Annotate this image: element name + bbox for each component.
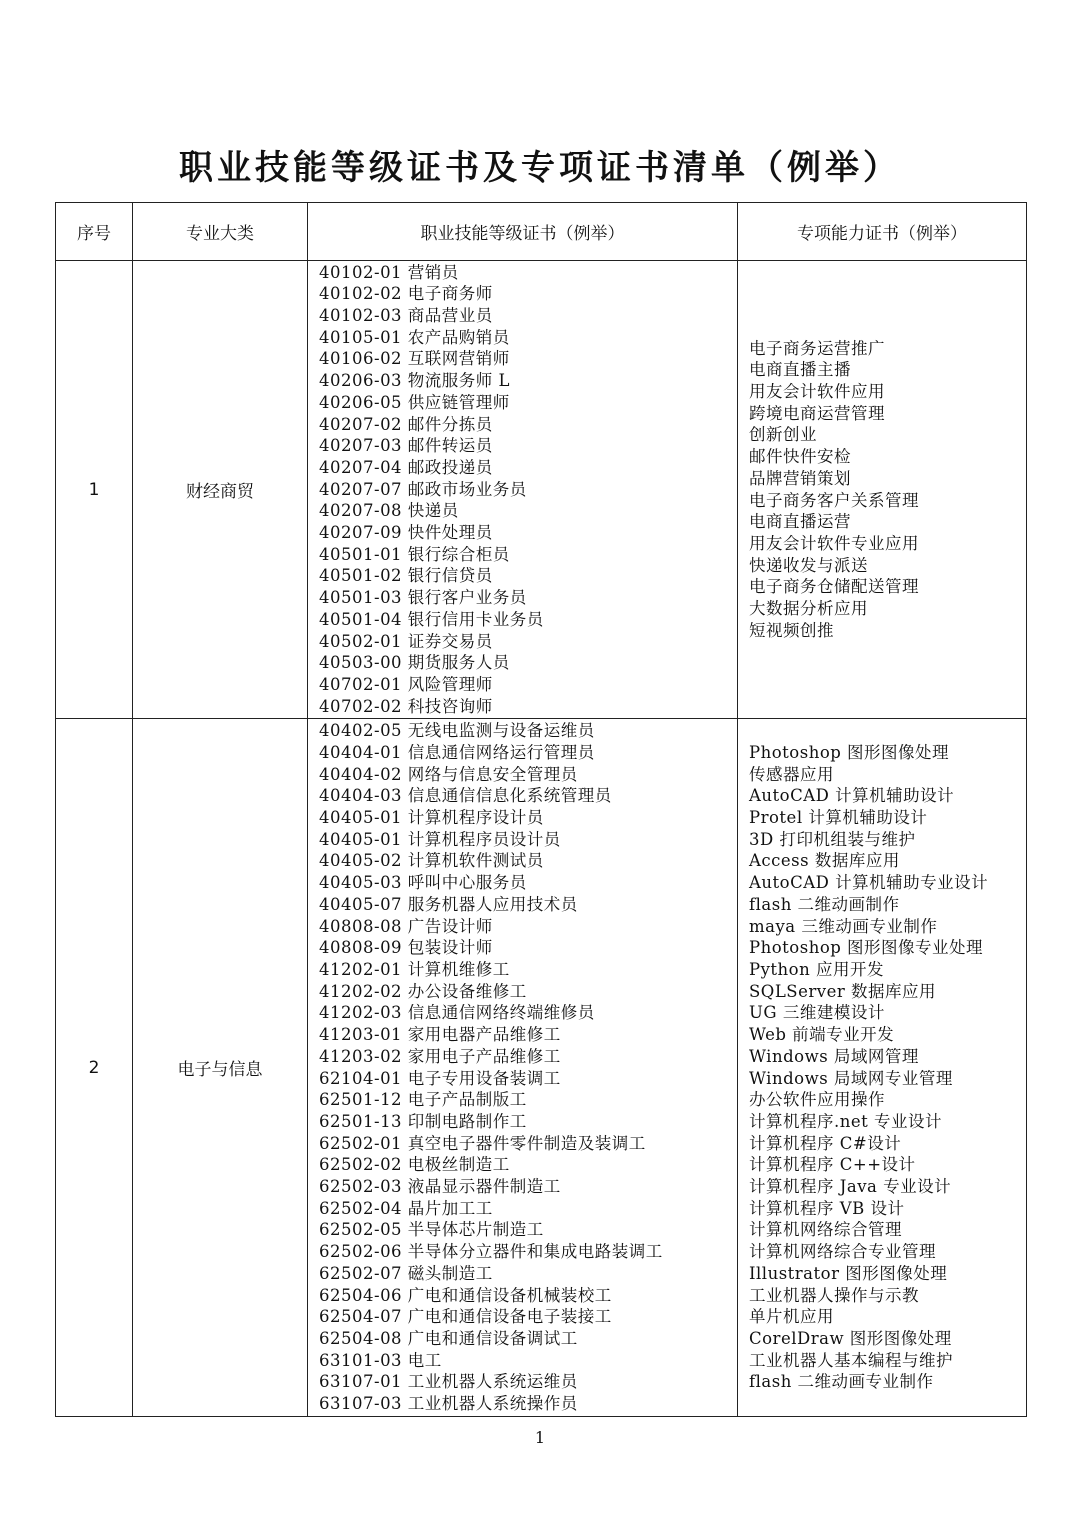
list-item: 40402-05 无线电监测与设备运维员 [319, 721, 595, 741]
list-item: 41202-03 信息通信网络终端维修员 [319, 1003, 595, 1023]
list-item: 40207-08 快递员 [319, 501, 459, 521]
list-item: 快递收发与派送 [749, 555, 868, 575]
list-item: 40501-01 银行综合柜员 [319, 544, 510, 564]
cert-cell [308, 261, 738, 719]
table-header-row [56, 203, 1027, 261]
list-item: 电商直播运营 [749, 512, 851, 532]
table-row [56, 261, 1027, 719]
list-item: 计算机网络综合专业管理 [749, 1242, 936, 1262]
list-item: 40105-01 农产品购销员 [319, 327, 510, 347]
certificate-table [55, 202, 1027, 1417]
list-item: 40702-02 科技咨询师 [319, 696, 493, 716]
list-item: flash 二维动画制作 [749, 894, 900, 914]
list-item: 40501-02 银行信贷员 [319, 566, 493, 586]
list-item: 计算机程序 C++设计 [749, 1155, 916, 1175]
list-item: 工业机器人操作与示教 [749, 1285, 919, 1305]
list-item: 电子商务客户关系管理 [749, 490, 919, 510]
row-category: 财经商贸 [133, 261, 308, 719]
list-item: 40501-04 银行信用卡业务员 [319, 609, 544, 629]
list-item: maya 三维动画专业制作 [749, 916, 938, 936]
list-item: 计算机程序 VB 设计 [749, 1198, 905, 1218]
list-item: 40502-01 证券交易员 [319, 631, 493, 651]
special-list [738, 338, 1026, 642]
list-item: 62502-01 真空电子器件零件制造及装调工 [319, 1133, 646, 1153]
list-item: AutoCAD 计算机辅助专业设计 [749, 873, 989, 893]
list-item: 40405-02 计算机软件测试员 [319, 851, 544, 871]
list-item: 办公软件应用操作 [749, 1090, 885, 1110]
list-item: 计算机程序 C#设计 [749, 1133, 902, 1153]
list-item: UG 三维建模设计 [749, 1003, 885, 1023]
list-item: 62504-07 广电和通信设备电子装接工 [319, 1307, 612, 1327]
list-item: 40102-02 电子商务师 [319, 284, 493, 304]
list-item: 计算机程序 Java 专业设计 [749, 1177, 952, 1197]
list-item: 40702-01 风险管理师 [319, 674, 493, 694]
list-item: 40405-07 服务机器人应用技术员 [319, 894, 578, 914]
table-row [56, 719, 1027, 1417]
special-cell [738, 261, 1027, 719]
list-item: 工业机器人基本编程与维护 [749, 1350, 953, 1370]
list-item: 40206-05 供应链管理师 [319, 392, 510, 412]
row-category: 电子与信息 [133, 719, 308, 1417]
list-item: Photoshop 图形图像处理 [749, 742, 950, 762]
list-item: 40207-07 邮政市场业务员 [319, 479, 527, 499]
row-seq: 2 [56, 719, 133, 1417]
list-item: 40808-08 广告设计师 [319, 916, 493, 936]
list-item: 短视频创推 [749, 620, 834, 640]
list-item: 用友会计软件应用 [749, 381, 885, 401]
list-item: 40206-03 物流服务师 L [319, 371, 511, 391]
list-item: 3D 打印机组装与维护 [749, 829, 916, 849]
list-item: 40405-01 计算机程序员设计员 [319, 829, 561, 849]
list-item: SQLServer 数据库应用 [749, 981, 936, 1001]
list-item: 62502-06 半导体分立器件和集成电路装调工 [319, 1242, 663, 1262]
row-seq: 1 [56, 261, 133, 719]
header-category: 专业大类 [133, 203, 308, 261]
list-item: 传感器应用 [749, 764, 834, 784]
cert-list [308, 262, 737, 718]
list-item: Windows 局域网专业管理 [749, 1068, 953, 1088]
header-special: 专项能力证书（例举） [738, 203, 1027, 261]
list-item: 40501-03 银行客户业务员 [319, 588, 527, 608]
list-item: 品牌营销策划 [749, 468, 851, 488]
list-item: Python 应用开发 [749, 959, 884, 979]
list-item: Access 数据库应用 [749, 851, 900, 871]
list-item: 62501-12 电子产品制版工 [319, 1090, 527, 1110]
list-item: 41202-02 办公设备维修工 [319, 981, 527, 1001]
list-item: CorelDraw 图形图像处理 [749, 1328, 952, 1348]
list-item: 63101-03 电工 [319, 1350, 442, 1370]
list-item: 62501-13 印制电路制作工 [319, 1111, 527, 1131]
list-item: 邮件快件安检 [749, 447, 851, 467]
list-item: 62502-05 半导体芯片制造工 [319, 1220, 544, 1240]
list-item: 62502-03 液晶显示器件制造工 [319, 1177, 561, 1197]
list-item: 40808-09 包装设计师 [319, 938, 493, 958]
list-item: 62504-08 广电和通信设备调试工 [319, 1328, 578, 1348]
list-item: Protel 计算机辅助设计 [749, 808, 928, 828]
special-cell [738, 719, 1027, 1417]
header-seq: 序号 [56, 203, 133, 261]
cert-list [308, 720, 737, 1415]
list-item: Illustrator 图形图像处理 [749, 1263, 948, 1283]
special-list [738, 742, 1026, 1393]
list-item: 40405-01 计算机程序设计员 [319, 808, 544, 828]
list-item: 用友会计软件专业应用 [749, 533, 919, 553]
list-item: 单片机应用 [749, 1307, 834, 1327]
list-item: 40102-01 营销员 [319, 262, 459, 282]
header-cert: 职业技能等级证书（例举） [308, 203, 738, 261]
list-item: 41203-02 家用电子产品维修工 [319, 1046, 561, 1066]
list-item: 40404-01 信息通信网络运行管理员 [319, 742, 595, 762]
list-item: 62104-01 电子专用设备装调工 [319, 1068, 561, 1088]
list-item: 62502-04 晶片加工工 [319, 1198, 493, 1218]
list-item: 创新创业 [749, 425, 817, 445]
list-item: 电商直播主播 [749, 360, 851, 380]
list-item: 40207-09 快件处理员 [319, 523, 493, 543]
list-item: 40207-03 邮件转运员 [319, 436, 493, 456]
list-item: 40106-02 互联网营销师 [319, 349, 510, 369]
list-item: 40207-04 邮政投递员 [319, 457, 493, 477]
list-item: 62502-07 磁头制造工 [319, 1263, 493, 1283]
list-item: 62504-06 广电和通信设备机械装校工 [319, 1285, 612, 1305]
list-item: 40404-02 网络与信息安全管理员 [319, 764, 578, 784]
list-item: 63107-01 工业机器人系统运维员 [319, 1372, 578, 1392]
list-item: 40405-03 呼叫中心服务员 [319, 873, 527, 893]
list-item: 电子商务仓储配送管理 [749, 577, 919, 597]
list-item: 40404-03 信息通信信息化系统管理员 [319, 786, 612, 806]
list-item: 62502-02 电极丝制造工 [319, 1155, 510, 1175]
list-item: 40102-03 商品营业员 [319, 306, 493, 326]
list-item: 40207-02 邮件分拣员 [319, 414, 493, 434]
list-item: 40503-00 期货服务人员 [319, 653, 510, 673]
page-number: 1 [534, 1428, 546, 1447]
list-item: Web 前端专业开发 [749, 1025, 895, 1045]
list-item: Photoshop 图形图像专业处理 [749, 938, 984, 958]
list-item: 大数据分析应用 [749, 599, 868, 619]
list-item: 41203-01 家用电器产品维修工 [319, 1025, 561, 1045]
list-item: AutoCAD 计算机辅助设计 [749, 786, 955, 806]
list-item: 计算机程序.net 专业设计 [749, 1111, 943, 1131]
list-item: Windows 局域网管理 [749, 1046, 919, 1066]
list-item: 41202-01 计算机维修工 [319, 959, 510, 979]
list-item: 63107-03 工业机器人系统操作员 [319, 1394, 578, 1414]
list-item: flash 二维动画专业制作 [749, 1372, 934, 1392]
list-item: 计算机网络综合管理 [749, 1220, 902, 1240]
document-title: 职业技能等级证书及专项证书清单（例举） [179, 147, 901, 188]
cert-cell [308, 719, 738, 1417]
list-item: 电子商务运营推广 [749, 338, 885, 358]
list-item: 跨境电商运营管理 [749, 403, 885, 423]
